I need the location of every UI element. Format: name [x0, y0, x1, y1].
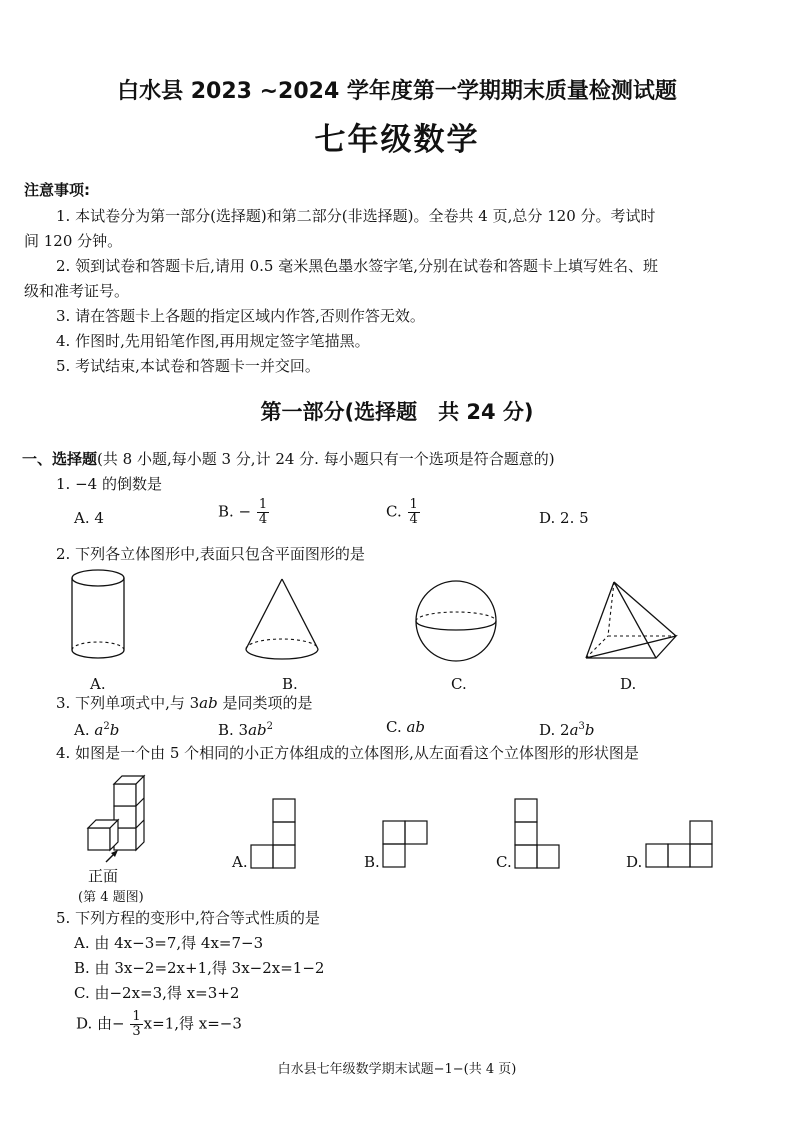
cube-side-face [136, 776, 144, 850]
q2-option-a: A. [90, 675, 106, 693]
section-intro [22, 449, 555, 469]
q1-option-c [386, 498, 421, 527]
q4-figure-caption: (第 4 题图) [78, 890, 144, 905]
view-square [690, 844, 712, 867]
q3-stem [56, 693, 313, 713]
section-intro-rest: (共 8 小题,每小题 3 分,计 24 分. 每小题只有一个选项是符合题意的) [97, 450, 555, 468]
q3-c-var: ab [406, 718, 426, 736]
section-title: 第一部分(选择题 共 24 分) [260, 400, 534, 424]
q1-option-b [218, 498, 270, 527]
q3-d-pre: D. 2 [539, 721, 570, 739]
note-1b: 间 120 分钟。 [24, 232, 123, 250]
q3-d-exp: 3 [578, 721, 585, 732]
note-1a: 1. 本试卷分为第一部分(选择题)和第二部分(非选择题)。全卷共 4 页,总分 120 分。考试时 [56, 207, 656, 225]
front-label: 正面 [88, 867, 119, 885]
note-5: 5. 考试结束,本试卷和答题卡一并交回。 [56, 357, 320, 375]
q4-option-b: B. [364, 853, 380, 871]
view-square [273, 799, 295, 822]
q5-option-b: B. 由 3x−2=2x+1,得 3x−2x=1−2 [74, 959, 325, 977]
note-2a: 2. 领到试卷和答题卡后,请用 0.5 毫米黑色墨水签字笔,分别在试卷和答题卡上填写姓名、班 [56, 257, 659, 275]
view-square [273, 845, 295, 868]
q4-a-view [250, 798, 298, 870]
cylinder-top-ellipse [72, 570, 124, 586]
note-2b: 级和准考证号。 [24, 282, 130, 300]
q3-d-var2: b [584, 721, 595, 739]
q5-option-d [76, 1010, 242, 1039]
cone-figure [242, 575, 322, 665]
q3-a-var1: a [94, 721, 104, 739]
q4-stem: 4. 如图是一个由 5 个相同的小正方体组成的立体图形,从左面看这个立体图形的形状图是 [56, 744, 639, 762]
q3-option-b [218, 717, 273, 740]
q1-option-a: A. 4 [74, 509, 104, 527]
sphere-figure [413, 578, 499, 664]
notes-heading: 注意事项: [24, 181, 90, 199]
q3-option-a [74, 717, 119, 740]
cylinder-figure [66, 568, 130, 668]
subject-title: 七年级数学 [314, 122, 480, 158]
fraction-numerator: 1 [132, 1009, 141, 1024]
q4-option-d: D. [626, 853, 643, 871]
q3-b-var: ab [248, 721, 267, 739]
fraction-denominator: 3 [132, 1024, 141, 1039]
q3-option-d [539, 717, 595, 740]
cylinder-bottom-back [72, 642, 124, 650]
q2-option-b: B. [282, 675, 298, 693]
view-square [515, 845, 537, 868]
cube-front-face [114, 784, 136, 806]
cone-left-edge [246, 579, 282, 649]
q1-stem: 1. −4 的倒数是 [56, 475, 162, 493]
q3-a-exp: 2 [103, 721, 110, 732]
q4-d-view [645, 820, 717, 870]
q3-b-exp: 2 [266, 721, 274, 732]
fraction-denominator: 4 [409, 512, 418, 527]
view-square [537, 845, 559, 868]
sphere-outline [416, 581, 496, 661]
q5-d-suffix: x=1,得 x=−3 [143, 1014, 242, 1033]
note-4: 4. 作图时,先用铅笔作图,再用规定签字笔描黑。 [56, 332, 370, 350]
q5-option-c: C. 由−2x=3,得 x=3+2 [74, 984, 240, 1002]
q4-c-view [514, 798, 562, 870]
q3-c-pre: C. [386, 718, 407, 736]
fraction-numerator: 1 [409, 497, 418, 512]
q3-a-pre: A. [74, 721, 95, 739]
q4-option-a: A. [232, 853, 248, 871]
cylinder-bottom-front [72, 650, 124, 658]
view-square [405, 821, 427, 844]
q1-option-d: D. 2. 5 [539, 509, 589, 527]
sphere-equator-back [416, 612, 496, 621]
view-square [273, 822, 295, 845]
q1-option-b-fraction [257, 498, 269, 527]
page-footer: 白水县七年级数学期末试题−1−(共 4 页) [277, 1062, 517, 1077]
q2-option-d: D. [620, 675, 637, 693]
q4-b-view [382, 820, 430, 870]
q1-option-c-fraction [408, 498, 420, 527]
view-square [383, 821, 405, 844]
sphere-equator-front [416, 621, 496, 630]
cone-base-back [246, 639, 318, 649]
view-square [646, 844, 668, 867]
cube-front-face [88, 828, 110, 850]
pyramid-base-visible [586, 636, 676, 658]
cone-base-front [246, 649, 318, 659]
cube-stack-figure [80, 770, 150, 860]
q3-stem-var: ab [199, 694, 218, 712]
view-square [251, 845, 273, 868]
q3-a-var2: b [109, 721, 120, 739]
q5-d-fraction [130, 1010, 142, 1039]
q1-option-b-prefix: B. − [218, 502, 252, 521]
q3-stem-post: 是同类项的是 [217, 694, 313, 712]
view-square [515, 822, 537, 845]
q3-d-var1: a [569, 721, 579, 739]
q3-option-c [386, 717, 425, 737]
q5-d-prefix: D. 由− [76, 1014, 125, 1033]
q5-option-a: A. 由 4x−3=7,得 4x=7−3 [74, 934, 264, 952]
view-square [515, 799, 537, 822]
note-3: 3. 请在答题卡上各题的指定区域内作答,否则作答无效。 [56, 307, 425, 325]
view-square [690, 821, 712, 844]
cone-right-edge [282, 579, 318, 649]
q3-stem-pre: 3. 下列单项式中,与 3 [56, 694, 200, 712]
view-square [383, 844, 405, 867]
q5-stem: 5. 下列方程的变形中,符合等式性质的是 [56, 909, 320, 927]
q2-option-c: C. [451, 675, 467, 693]
q1-option-c-prefix: C. [386, 502, 402, 521]
section-intro-bold: 一、选择题 [22, 450, 98, 468]
pyramid-figure [582, 578, 680, 664]
view-square [668, 844, 690, 867]
q4-option-c: C. [496, 853, 512, 871]
fraction-denominator: 4 [258, 512, 268, 527]
fraction-numerator: 1 [258, 497, 268, 512]
exam-title: 白水县 2023 ~2024 学年度第一学期期末质量检测试题 [117, 79, 677, 104]
q3-b-pre: B. 3 [218, 721, 249, 739]
pyramid-edge-3 [614, 582, 676, 636]
q2-stem: 2. 下列各立体图形中,表面只包含平面图形的是 [56, 545, 365, 563]
